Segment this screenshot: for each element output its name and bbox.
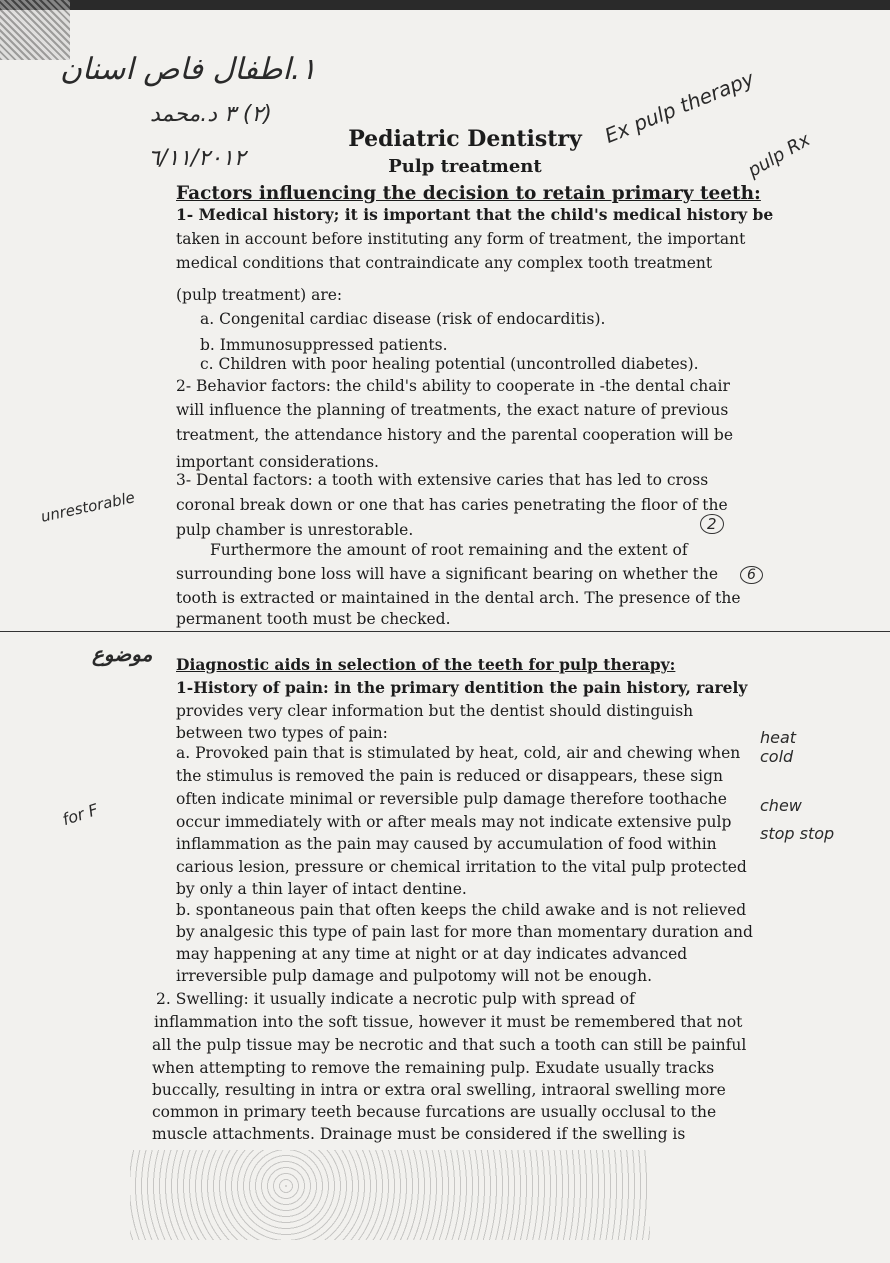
handwritten-arabic-title: ١.اطفال فاص اسنان bbox=[60, 52, 317, 87]
scan-corner-noise bbox=[0, 0, 70, 60]
section2-line: buccally, resulting in intra or extra oral swelling, intraoral swelling more bbox=[152, 1081, 726, 1099]
section1-line: surrounding bone loss will have a significant bearing on whether the bbox=[176, 565, 719, 583]
section2-line: when attempting to remove the remaining pulp. Exudate usually tracks bbox=[152, 1059, 715, 1077]
section2-line: by only a thin layer of intact dentine. bbox=[176, 880, 467, 898]
section2-line: b. spontaneous pain that often keeps the child awake and is not relieved bbox=[176, 901, 747, 919]
section2-line: muscle attachments. Drainage must be considered if the swelling is bbox=[152, 1125, 686, 1143]
section1-line: 3- Dental factors: a tooth with extensive caries that has led to cross bbox=[176, 471, 709, 489]
handwritten-top-right-note: Ex pulp therapy bbox=[601, 66, 758, 148]
section1-line: taken in account before instituting any form of treatment, the important bbox=[176, 230, 746, 248]
handwritten-date: ٦/١١/٢٠١٢ bbox=[148, 146, 246, 171]
section2-line: common in primary teeth because furcations are usually occlusal to the bbox=[152, 1103, 717, 1121]
handwritten-margin-chew-stop: chew stop stop bbox=[760, 796, 835, 843]
section1-line: c. Children with poor healing potential (uncontrolled diabetes). bbox=[200, 355, 699, 373]
handwritten-circled-number: 2 bbox=[700, 514, 724, 534]
section1-line: permanent tooth must be checked. bbox=[176, 610, 451, 628]
section2-line: a. Provoked pain that is stimulated by heat, cold, air and chewing when bbox=[176, 744, 741, 762]
section1-line: (pulp treatment) are: bbox=[176, 286, 343, 304]
section2-line: provides very clear information but the dentist should distinguish bbox=[176, 702, 694, 720]
section1-line: treatment, the attendance history and the parental cooperation will be bbox=[176, 426, 734, 444]
handwritten-margin-heat-cold: heat cold bbox=[760, 728, 797, 766]
handwritten-margin-arabic: موضوع bbox=[92, 642, 153, 666]
section1-line: 2- Behavior factors: the child's ability to cooperate in -the dental chair bbox=[176, 377, 730, 395]
section1-line: will influence the planning of treatments, the exact nature of previous bbox=[176, 401, 729, 419]
page-subtitle: Pulp treatment bbox=[388, 156, 542, 177]
section1-line: coronal break down or one that has caries penetrating the floor of the bbox=[176, 496, 728, 514]
page-title: Pediatric Dentistry bbox=[348, 126, 582, 152]
section2-line: inflammation into the soft tissue, however it must be remembered that not bbox=[154, 1013, 743, 1031]
section2-line: 2. Swelling: it usually indicate a necrotic pulp with spread of bbox=[156, 990, 635, 1008]
section2-line: inflammation as the pain may caused by accumulation of food within bbox=[176, 835, 717, 853]
handwritten-lecture-number: (٢) ٣ د.محمد bbox=[150, 102, 272, 127]
section2-line: between two types of pain: bbox=[176, 724, 388, 742]
scan-bottom-noise bbox=[130, 1150, 650, 1240]
section2-line: all the pulp tissue may be necrotic and that such a tooth can still be painful bbox=[152, 1036, 747, 1054]
section2-line: by analgesic this type of pain last for more than momentary duration and bbox=[176, 923, 753, 941]
section1-line: b. Immunosuppressed patients. bbox=[200, 336, 448, 354]
section-divider bbox=[0, 631, 890, 632]
section1-line: important considerations. bbox=[176, 453, 379, 471]
page-top-edge bbox=[0, 0, 890, 10]
section1-line: tooth is extracted or maintained in the dental arch. The presence of the bbox=[176, 589, 741, 607]
section1-line: medical conditions that contraindicate any complex tooth treatment bbox=[176, 254, 713, 272]
section1-line: pulp chamber is unrestorable. bbox=[176, 521, 414, 539]
handwritten-circled-number-2: 6 bbox=[740, 566, 763, 584]
section2-line: often indicate minimal or reversible pulp damage therefore toothache bbox=[176, 790, 727, 808]
section1-line: a. Congenital cardiac disease (risk of endocarditis). bbox=[200, 310, 606, 328]
section2-line: occur immediately with or after meals may not indicate extensive pulp bbox=[176, 813, 732, 831]
section2-line: irreversible pulp damage and pulpotomy will not be enough. bbox=[176, 967, 653, 985]
section2-line: 1-History of pain: in the primary dentition the pain history, rarely bbox=[176, 678, 748, 697]
handwritten-top-right-note-2: pulp Rx bbox=[744, 129, 814, 182]
section2-line: the stimulus is removed the pain is reduced or disappears, these sign bbox=[176, 767, 724, 785]
section2-line: carious lesion, pressure or chemical irritation to the vital pulp protected bbox=[176, 858, 747, 876]
section1-line: Furthermore the amount of root remaining and the extent of bbox=[210, 541, 688, 559]
handwritten-margin-unrestorable: unrestorable bbox=[39, 488, 137, 526]
section2-line: may happening at any time at night or at day indicates advanced bbox=[176, 945, 688, 963]
section1-heading: Factors influencing the decision to retain primary teeth: bbox=[176, 183, 761, 204]
section1-line: 1- Medical history; it is important that the child's medical history be bbox=[176, 205, 774, 224]
handwritten-margin-for-f: for F bbox=[59, 799, 101, 830]
section2-heading: Diagnostic aids in selection of the teeth for pulp therapy: bbox=[176, 655, 676, 674]
